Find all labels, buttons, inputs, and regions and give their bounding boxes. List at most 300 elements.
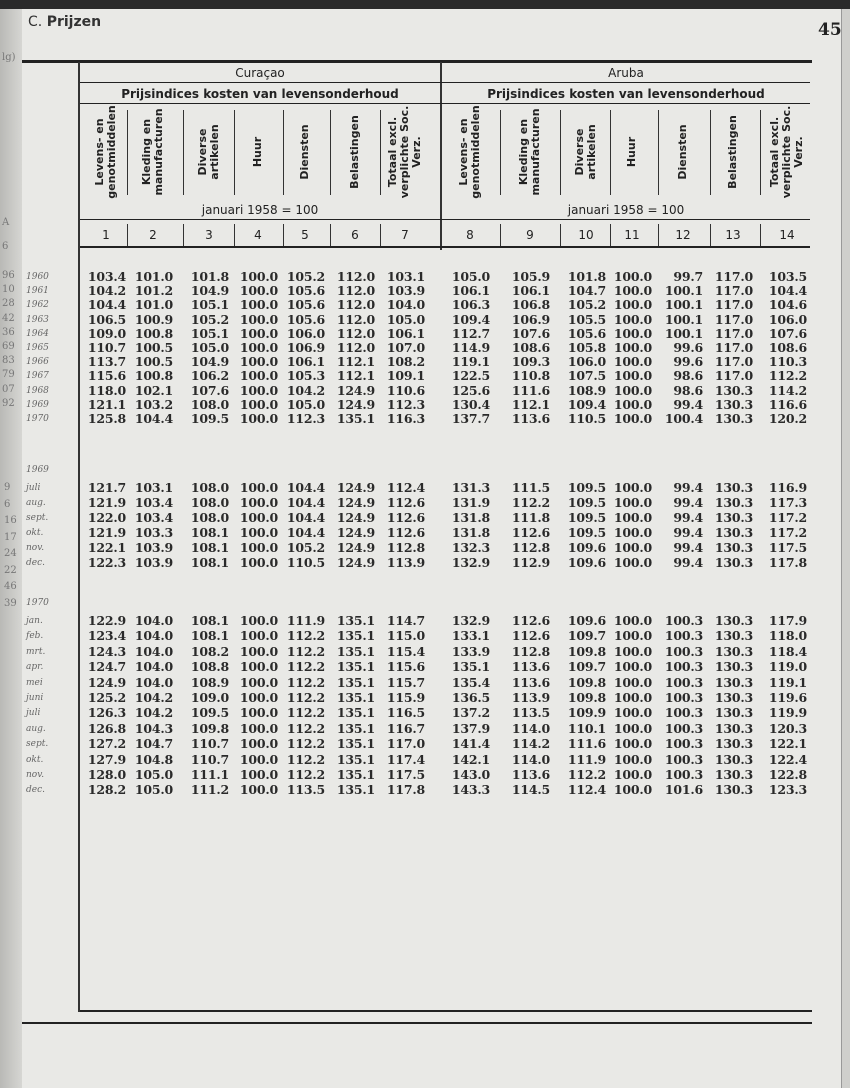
column-divider: [560, 110, 561, 195]
table-cell: 108.9: [567, 382, 606, 398]
table-cell: 124.9: [87, 674, 126, 690]
column-divider: [500, 224, 501, 246]
table-cell: 100.0: [613, 555, 652, 570]
column-divider: [710, 224, 711, 246]
table-cell: 100.0: [239, 510, 278, 525]
column-header: Totaal excl. verplichte Soc. Verz.: [386, 105, 423, 199]
table-cell: 130.3: [714, 411, 753, 426]
table-cell: 116.6: [768, 396, 807, 412]
table-cell: 100.0: [613, 540, 652, 555]
table-cell: 128.0: [87, 767, 126, 782]
column-divider: [610, 110, 611, 195]
table-cell: 115.7: [386, 674, 425, 690]
table-cell: 109.6: [567, 613, 606, 628]
table-cell: 112.7: [451, 325, 490, 341]
table-cell: 104.4: [134, 411, 173, 426]
column-number: 8: [466, 228, 474, 242]
table-cell: 119.1: [451, 354, 490, 370]
column-divider: [127, 224, 128, 246]
table-cell: 113.9: [511, 690, 550, 705]
table-cell: 112.2: [511, 495, 550, 510]
table-cell: 104.7: [567, 283, 606, 299]
row-label: sept.: [26, 513, 49, 523]
table-cell: 100.1: [664, 297, 703, 313]
table-cell: 108.9: [190, 674, 229, 690]
table-cell: 113.6: [511, 674, 550, 690]
table-cell: 107.6: [190, 382, 229, 398]
table-cell: 116.7: [386, 720, 425, 736]
table-cell: 125.8: [87, 411, 126, 426]
table-cell: 105.2: [286, 540, 325, 555]
table-cell: 100.0: [613, 269, 652, 284]
table-cell: 113.5: [286, 782, 325, 798]
table-cell: 108.1: [190, 613, 229, 628]
table-cell: 135.1: [336, 411, 375, 426]
table-cell: 100.0: [239, 555, 278, 570]
table-cell: 104.4: [286, 525, 325, 540]
table-cell: 112.8: [511, 540, 550, 555]
table-cell: 112.2: [567, 767, 606, 782]
table-cell: 130.3: [714, 736, 753, 752]
table-cell: 137.9: [451, 720, 490, 736]
table-cell: 130.3: [714, 643, 753, 659]
table-cell: 110.6: [386, 382, 425, 398]
table-cell: 111.1: [190, 767, 229, 782]
column-divider: [234, 110, 235, 195]
table-cell: 117.0: [714, 283, 753, 299]
table-cell: 117.0: [714, 297, 753, 313]
table-cell: 108.2: [190, 643, 229, 659]
previous-page-mark: 6: [2, 241, 9, 252]
table-cell: 100.0: [239, 269, 278, 284]
table-cell: 99.4: [673, 495, 703, 510]
table-cell: 132.9: [451, 555, 490, 570]
table-cell: 111.8: [511, 510, 550, 525]
table-cell: 100.0: [239, 411, 278, 426]
table-cell: 107.6: [768, 325, 807, 341]
table-cell: 105.1: [190, 325, 229, 341]
table-cell: 100.0: [613, 782, 652, 798]
table-cell: 100.0: [613, 368, 652, 384]
table-cell: 130.3: [714, 705, 753, 721]
table-cell: 137.7: [451, 411, 490, 426]
row-label: 1965: [26, 343, 49, 353]
table-cell: 105.6: [567, 325, 606, 341]
table-cell: 104.8: [134, 751, 173, 767]
table-cell: 113.6: [511, 659, 550, 675]
table-cell: 112.6: [511, 613, 550, 628]
table-cell: 112.2: [286, 674, 325, 690]
table-cell: 100.0: [239, 782, 278, 798]
table-cell: 100.0: [239, 480, 278, 495]
table-cell: 104.6: [768, 297, 807, 313]
table-cell: 100.3: [664, 659, 703, 675]
table-cell: 105.6: [286, 297, 325, 313]
curacao-subtitle: Prijsindices kosten van levensonderhoud: [121, 87, 399, 101]
table-cell: 100.0: [239, 311, 278, 327]
previous-page-header: lg): [2, 52, 16, 63]
table-cell: 106.1: [286, 354, 325, 370]
table-cell: 113.9: [386, 555, 425, 570]
table-cell: 100.3: [664, 643, 703, 659]
table-cell: 130.3: [714, 751, 753, 767]
table-cell: 100.0: [239, 736, 278, 752]
section-title: [28, 14, 101, 30]
table-cell: 100.8: [134, 368, 173, 384]
column-divider: [658, 110, 659, 195]
table-cell: 122.0: [87, 510, 126, 525]
table-cell: 106.9: [511, 311, 550, 327]
table-cell: 130.3: [714, 628, 753, 644]
table-cell: 124.9: [336, 480, 375, 495]
column-number: 1: [102, 228, 110, 242]
table-cell: 106.9: [286, 340, 325, 355]
table-cell: 103.4: [134, 510, 173, 525]
table-cell: 100.3: [664, 613, 703, 628]
table-cell: 117.9: [768, 613, 807, 628]
table-cell: 105.0: [451, 269, 490, 284]
table-cell: 100.0: [613, 767, 652, 782]
table-cell: 108.1: [190, 555, 229, 570]
table-cell: 137.2: [451, 705, 490, 721]
column-header: Diverse artikelen: [573, 124, 598, 180]
table-cell: 117.2: [768, 510, 807, 525]
previous-page-number: 83: [2, 355, 15, 367]
table-cell: 130.3: [714, 767, 753, 782]
column-divider: [760, 110, 761, 195]
table-cell: 128.2: [87, 782, 126, 798]
column-number: 13: [725, 228, 741, 242]
table-cell: 117.0: [386, 736, 425, 752]
table-cell: 103.1: [386, 269, 425, 284]
table-cell: 106.0: [567, 354, 606, 370]
table-cell: 112.3: [386, 396, 425, 412]
table-cell: 117.0: [714, 368, 753, 384]
row-label: 1960: [26, 272, 49, 282]
table-cell: 99.7: [673, 269, 703, 284]
table-cell: 122.8: [768, 767, 807, 782]
table-cell: 122.1: [87, 540, 126, 555]
table-cell: 119.9: [768, 705, 807, 721]
table-cell: 117.0: [714, 354, 753, 370]
table-cell: 100.0: [613, 613, 652, 628]
table-cell: 110.3: [768, 354, 807, 370]
table-cell: 109.8: [567, 643, 606, 659]
table-cell: 100.0: [239, 643, 278, 659]
table-cell: 112.8: [511, 643, 550, 659]
table-cell: 119.0: [768, 659, 807, 675]
table-cell: 120.3: [768, 720, 807, 736]
table-cell: 130.3: [714, 720, 753, 736]
table-cell: 124.9: [336, 540, 375, 555]
table-cell: 114.0: [511, 720, 550, 736]
table-cell: 130.3: [714, 690, 753, 705]
table-cell: 116.5: [386, 705, 425, 721]
table-cell: 114.2: [768, 382, 807, 398]
table-cell: 135.1: [336, 674, 375, 690]
table-cell: 104.4: [87, 297, 126, 313]
table-cell: 100.0: [239, 297, 278, 313]
table-cell: 106.3: [451, 297, 490, 313]
table-cell: 108.0: [190, 396, 229, 412]
column-header: Diensten: [676, 124, 689, 180]
table-cell: 100.0: [613, 480, 652, 495]
table-cell: 109.1: [386, 368, 425, 384]
table-cell: 122.3: [87, 555, 126, 570]
table-cell: 100.0: [239, 751, 278, 767]
table-cell: 104.0: [134, 674, 173, 690]
row-label: mei: [26, 677, 43, 688]
table-cell: 109.4: [567, 396, 606, 412]
table-cell: 100.3: [664, 690, 703, 705]
table-cell: 99.4: [673, 480, 703, 495]
table-cell: 109.6: [567, 555, 606, 570]
row-label: 1970: [26, 414, 49, 424]
table-cell: 115.9: [386, 690, 425, 705]
table-cell: 104.2: [286, 382, 325, 398]
table-cell: 100.8: [134, 325, 173, 341]
table-cell: 112.9: [511, 555, 550, 570]
table-cell: 109.5: [190, 705, 229, 721]
table-cell: 112.0: [336, 269, 375, 284]
table-cell: 105.9: [511, 269, 550, 284]
column-divider: [760, 224, 761, 246]
table-cell: 109.5: [567, 495, 606, 510]
table-cell: 109.9: [567, 705, 606, 721]
table-cell: 117.0: [714, 340, 753, 355]
table-cell: 100.0: [613, 751, 652, 767]
table-cell: 130.3: [714, 674, 753, 690]
table-cell: 131.3: [451, 480, 490, 495]
row-label: dec.: [26, 558, 45, 568]
table-cell: 141.4: [451, 736, 490, 752]
table-cell: 105.8: [567, 340, 606, 355]
column-number: 3: [205, 228, 213, 242]
table-cell: 100.0: [613, 283, 652, 299]
table-cell: 112.1: [336, 354, 375, 370]
table-cell: 111.9: [286, 613, 325, 628]
column-divider: [710, 110, 711, 195]
column-divider: [127, 110, 128, 195]
table-cell: 118.0: [87, 382, 126, 398]
table-cell: 119.6: [768, 690, 807, 705]
row-label: sept.: [26, 739, 49, 750]
table-cell: 117.2: [768, 525, 807, 540]
table-cell: 100.0: [613, 736, 652, 752]
table-cell: 104.2: [87, 283, 126, 299]
section-name: Prijzen: [46, 14, 102, 30]
table-cell: 115.0: [386, 628, 425, 644]
table-cell: 99.4: [673, 540, 703, 555]
table-cell: 123.4: [87, 628, 126, 644]
scan-top-edge: [0, 0, 850, 9]
table-cell: 100.3: [664, 751, 703, 767]
table-cell: 130.3: [714, 495, 753, 510]
column-header: Diensten: [298, 124, 311, 180]
row-label: feb.: [26, 631, 44, 642]
table-cell: 104.0: [134, 643, 173, 659]
table-cell: 117.0: [714, 311, 753, 327]
table-cell: 100.0: [239, 283, 278, 299]
table-cell: 111.2: [190, 782, 229, 798]
column-divider: [283, 224, 284, 246]
row-label: 1966: [26, 357, 49, 368]
table-cell: 100.5: [134, 340, 173, 355]
row-label: juli: [26, 708, 41, 719]
table-cell: 113.7: [87, 354, 126, 370]
table-cell: 125.2: [87, 690, 126, 705]
table-cell: 104.9: [190, 283, 229, 299]
table-cell: 104.9: [190, 354, 229, 370]
table-cell: 135.1: [336, 643, 375, 659]
table-cell: 100.0: [239, 690, 278, 705]
table-cell: 136.5: [451, 690, 490, 705]
table-cell: 100.0: [239, 340, 278, 355]
previous-page-number: 17: [4, 531, 17, 543]
table-cell: 115.6: [87, 368, 126, 384]
column-number: 6: [351, 228, 359, 242]
table-cell: 116.9: [768, 480, 807, 495]
table-cell: 115.6: [386, 659, 425, 675]
table-cell: 99.4: [673, 510, 703, 525]
table-cell: 109.7: [567, 628, 606, 644]
table-cell: 135.1: [336, 705, 375, 721]
column-divider: [330, 110, 331, 195]
table-cell: 100.0: [613, 659, 652, 675]
table-cell: 100.3: [664, 736, 703, 752]
table-cell: 109.5: [567, 510, 606, 525]
previous-page-number: 79: [2, 369, 15, 381]
column-header: Levens- en genotmiddelen: [457, 105, 482, 199]
column-number: 4: [254, 228, 262, 242]
column-divider: [380, 224, 381, 246]
table-cell: 106.1: [386, 325, 425, 341]
table-cell: 110.7: [87, 340, 126, 355]
table-cell: 100.5: [134, 354, 173, 370]
table-cell: 122.5: [451, 368, 490, 384]
table-cell: 102.1: [134, 382, 173, 398]
table-cell: 106.0: [768, 311, 807, 327]
table-cell: 104.4: [286, 495, 325, 510]
table-cell: 112.1: [511, 396, 550, 412]
table-bottom-rule: [80, 1010, 812, 1012]
table-cell: 100.3: [664, 767, 703, 782]
previous-page-number: 22: [4, 564, 17, 576]
table-cell: 104.0: [134, 628, 173, 644]
table-cell: 105.0: [190, 340, 229, 355]
table-cell: 108.8: [190, 659, 229, 675]
previous-page-number: 96: [2, 270, 15, 281]
table-cell: 124.9: [336, 382, 375, 398]
column-divider: [560, 224, 561, 246]
previous-page-number: 24: [4, 548, 17, 559]
previous-page-number: 92: [2, 397, 15, 409]
table-cell: 104.2: [134, 690, 173, 705]
previous-page-number: 16: [4, 515, 17, 526]
table-cell: 104.4: [286, 480, 325, 495]
table-cell: 110.8: [511, 368, 550, 384]
table-cell: 108.0: [190, 495, 229, 510]
table-cell: 115.4: [386, 643, 425, 659]
table-cell: 126.3: [87, 705, 126, 721]
table-cell: 108.1: [190, 540, 229, 555]
table-cell: 121.9: [87, 525, 126, 540]
table-cell: 100.0: [613, 674, 652, 690]
table-cell: 100.0: [613, 297, 652, 313]
table-cell: 121.1: [87, 396, 126, 412]
previous-page-fragment: [0, 9, 22, 1088]
table-cell: 111.5: [511, 480, 550, 495]
table-cell: 101.8: [567, 269, 606, 284]
table-cell: 100.0: [239, 628, 278, 644]
table-cell: 107.6: [511, 325, 550, 341]
table-cell: 101.0: [134, 297, 173, 313]
table-cell: 100.0: [613, 510, 652, 525]
table-cell: 109.4: [451, 311, 490, 327]
table-cell: 106.0: [286, 325, 325, 341]
table-cell: 112.6: [386, 510, 425, 525]
previous-page-number: 46: [4, 581, 17, 592]
column-header: Huur: [625, 136, 638, 168]
table-cell: 135.1: [336, 628, 375, 644]
table-cell: 112.8: [386, 540, 425, 555]
table-cell: 100.1: [664, 283, 703, 299]
table-cell: 135.1: [336, 782, 375, 798]
column-header: Totaal excl. verplichte Soc. Verz.: [768, 105, 805, 199]
table-cell: 100.0: [613, 495, 652, 510]
table-cell: 100.0: [613, 628, 652, 644]
table-cell: 135.1: [336, 690, 375, 705]
table-cell: 124.7: [87, 659, 126, 675]
region-curacao: Curaçao: [235, 66, 285, 80]
row-label: 1967: [26, 371, 49, 382]
table-cell: 135.1: [336, 720, 375, 736]
previous-page-number: 36: [2, 326, 15, 338]
table-cell: 104.3: [134, 720, 173, 736]
table-cell: 124.9: [336, 555, 375, 570]
row-label: nov.: [26, 770, 45, 780]
table-cell: 100.0: [613, 643, 652, 659]
table-cell: 114.0: [511, 751, 550, 767]
table-cell: 122.4: [768, 751, 807, 767]
column-number: 10: [578, 228, 594, 242]
table-cell: 107.0: [386, 340, 425, 355]
table-cell: 143.0: [451, 767, 490, 782]
table-cell: 103.4: [134, 495, 173, 510]
table-cell: 117.0: [714, 269, 753, 284]
table-cell: 112.2: [286, 705, 325, 721]
table-cell: 105.2: [567, 297, 606, 313]
row-label: 1969: [26, 399, 49, 410]
table-cell: 130.4: [451, 396, 490, 412]
table-cell: 124.9: [336, 510, 375, 525]
table-cell: 101.2: [134, 283, 173, 299]
table-cell: 104.4: [768, 283, 807, 299]
table-cell: 100.3: [664, 720, 703, 736]
table-cell: 100.3: [664, 674, 703, 690]
table-cell: 108.0: [190, 480, 229, 495]
table-cell: 100.0: [239, 368, 278, 384]
table-cell: 104.7: [134, 736, 173, 752]
table-cell: 104.0: [134, 659, 173, 675]
column-divider: [658, 224, 659, 246]
table-cell: 112.2: [286, 628, 325, 644]
table-cell: 112.4: [386, 480, 425, 495]
column-divider: [183, 110, 184, 195]
table-cell: 116.3: [386, 411, 425, 426]
table-cell: 108.0: [190, 510, 229, 525]
table-cell: 109.7: [567, 659, 606, 675]
